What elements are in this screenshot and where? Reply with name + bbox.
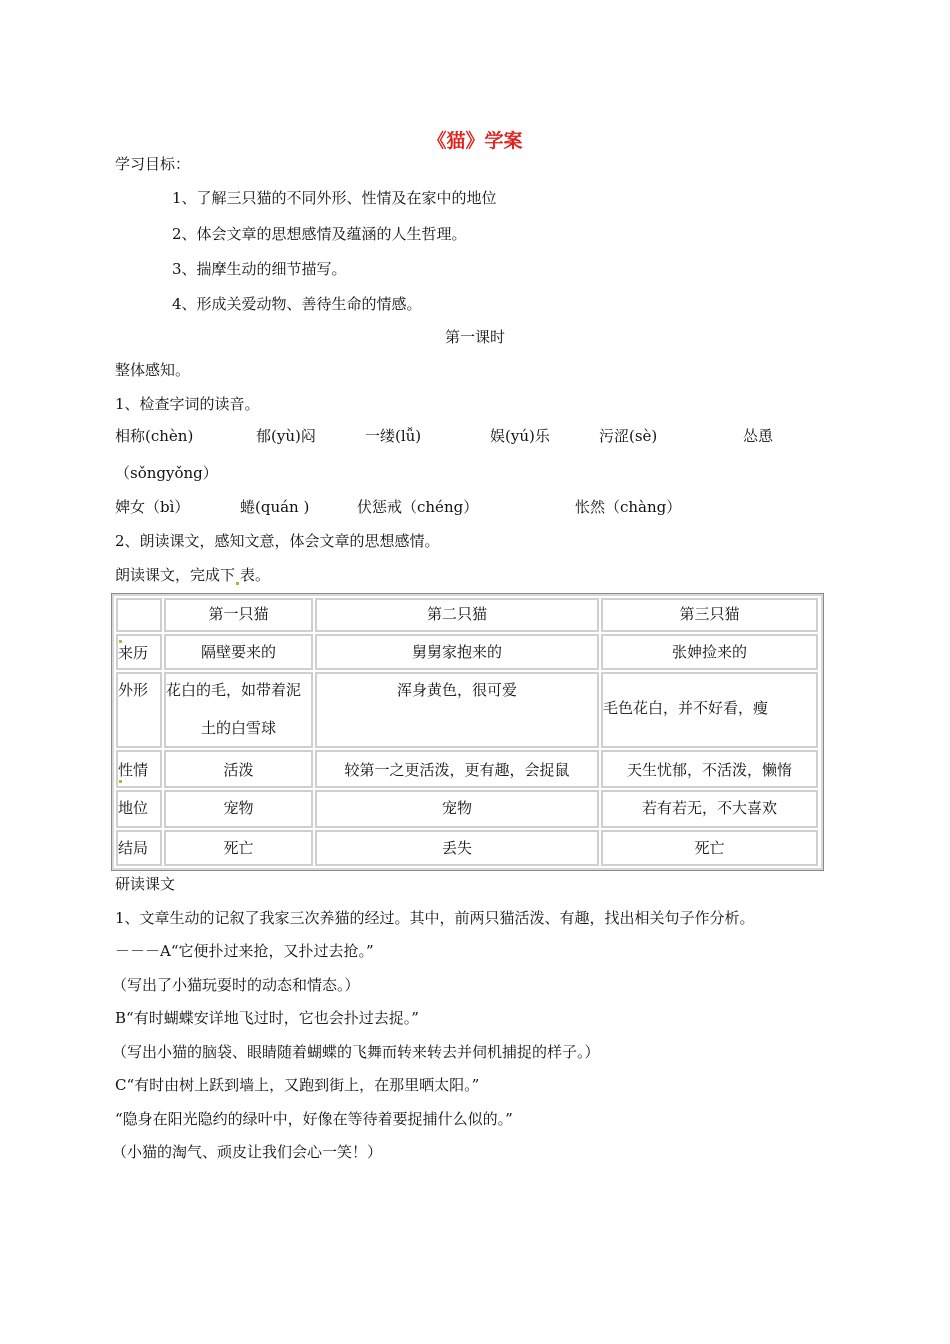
study-line: （写出小猫的脑袋、眼睛随着蝴蝶的飞舞而转来转去并伺机捕捉的样子。） xyxy=(112,1043,600,1061)
pinyin-word: 伏惩戒（chéng） xyxy=(357,498,479,516)
table-cell: 死亡 xyxy=(601,830,818,866)
table-row-label: 性情 xyxy=(116,750,162,788)
table-cell: 宠物 xyxy=(164,790,313,828)
pinyin-word: 娱(yú)乐 xyxy=(490,427,550,445)
goals-heading: 学习目标： xyxy=(115,155,191,173)
pinyin-word: 相称(chèn) xyxy=(115,427,194,445)
study-line: B“有时蝴蝶安详地飞过时，它也会扑过去捉。” xyxy=(115,1009,419,1027)
table-header-cell: 第二只猫 xyxy=(315,598,599,632)
pinyin-word: （sǒngyǒng） xyxy=(115,464,218,482)
study-line: C“有时由树上跃到墙上，又跑到街上，在那里晒太阳。” xyxy=(115,1076,480,1094)
table-cell: 丢失 xyxy=(315,830,599,866)
goal-item: 3、揣摩生动的细节描写。 xyxy=(172,260,347,278)
table-row-label: 来历 xyxy=(116,634,162,670)
overview-heading: 整体感知。 xyxy=(115,361,191,379)
table-row-label: 外形 xyxy=(116,672,162,748)
goal-item: 4、形成关爱动物、善待生命的情感。 xyxy=(172,295,422,313)
pinyin-word: 蜷(quán ) xyxy=(240,498,310,516)
pinyin-word: 郁(yù)闷 xyxy=(256,427,316,445)
question-1: 1、检查字词的读音。 xyxy=(115,395,260,413)
table-cell: 隔壁要来的 xyxy=(164,634,313,670)
table-cell: 宠物 xyxy=(315,790,599,828)
pinyin-word: 污涩(sè) xyxy=(599,427,658,445)
study-heading: 研读课文 xyxy=(115,875,176,893)
study-line: “隐身在阳光隐约的绿叶中，好像在等待着要捉捕什么似的。” xyxy=(115,1110,513,1128)
table-cell: 活泼 xyxy=(164,750,313,788)
pinyin-word: 怂恿 xyxy=(743,427,774,445)
goal-item: 2、体会文章的思想感情及蕴涵的人生哲理。 xyxy=(172,225,467,243)
pinyin-word: 一缕(lǚ) xyxy=(365,427,422,445)
table-cell: 浑身黄色，很可爱 xyxy=(315,672,599,748)
pinyin-word: 婢女（bì） xyxy=(115,498,190,516)
study-line: －－－A“它便扑过来抢，又扑过去抢。” xyxy=(115,942,374,960)
table-cell: 舅舅家抱来的 xyxy=(315,634,599,670)
lesson-label: 第一课时 xyxy=(444,328,505,346)
study-line: 1、文章生动的记叙了我家三次养猫的经过。其中，前两只猫活泼、有趣，找出相关句子作分析。 xyxy=(115,909,755,927)
table-cell: 花白的毛，如带着泥 土的白雪球 xyxy=(164,672,313,748)
table-header-cell: 第三只猫 xyxy=(601,598,818,632)
table-header-cell xyxy=(116,598,162,632)
table-cell: 张妽捡来的 xyxy=(601,634,818,670)
table-header-cell: 第一只猫 xyxy=(164,598,313,632)
question-2: 2、朗读课文，感知文意，体会文章的思想感情。 xyxy=(115,532,440,550)
study-line: （写出了小猫玩耍时的动态和情态。） xyxy=(112,976,360,994)
table-cell: 较第一之更活泼，更有趣，会捉鼠 xyxy=(315,750,599,788)
page-title: 《猫》学案 xyxy=(427,130,523,152)
table-cell: 死亡 xyxy=(164,830,313,866)
cat-comparison-table xyxy=(111,593,824,871)
goal-item: 1、了解三只猫的不同外形、性情及在家中的地位 xyxy=(172,189,497,207)
study-line: （小猫的淘气、顽皮让我们会心一笑！） xyxy=(112,1143,383,1161)
table-cell: 天生忧郁，不活泼，懒惰 xyxy=(601,750,818,788)
table-row-label: 地位 xyxy=(116,790,162,828)
pinyin-word: 怅然（chàng） xyxy=(575,498,682,516)
table-cell: 毛色花白，并不好看，瘦 xyxy=(601,672,818,748)
table-row-label: 结局 xyxy=(116,830,162,866)
table-cell: 若有若无，不大喜欢 xyxy=(601,790,818,828)
table-intro: 朗读课文，完成下 表。 xyxy=(115,566,271,584)
